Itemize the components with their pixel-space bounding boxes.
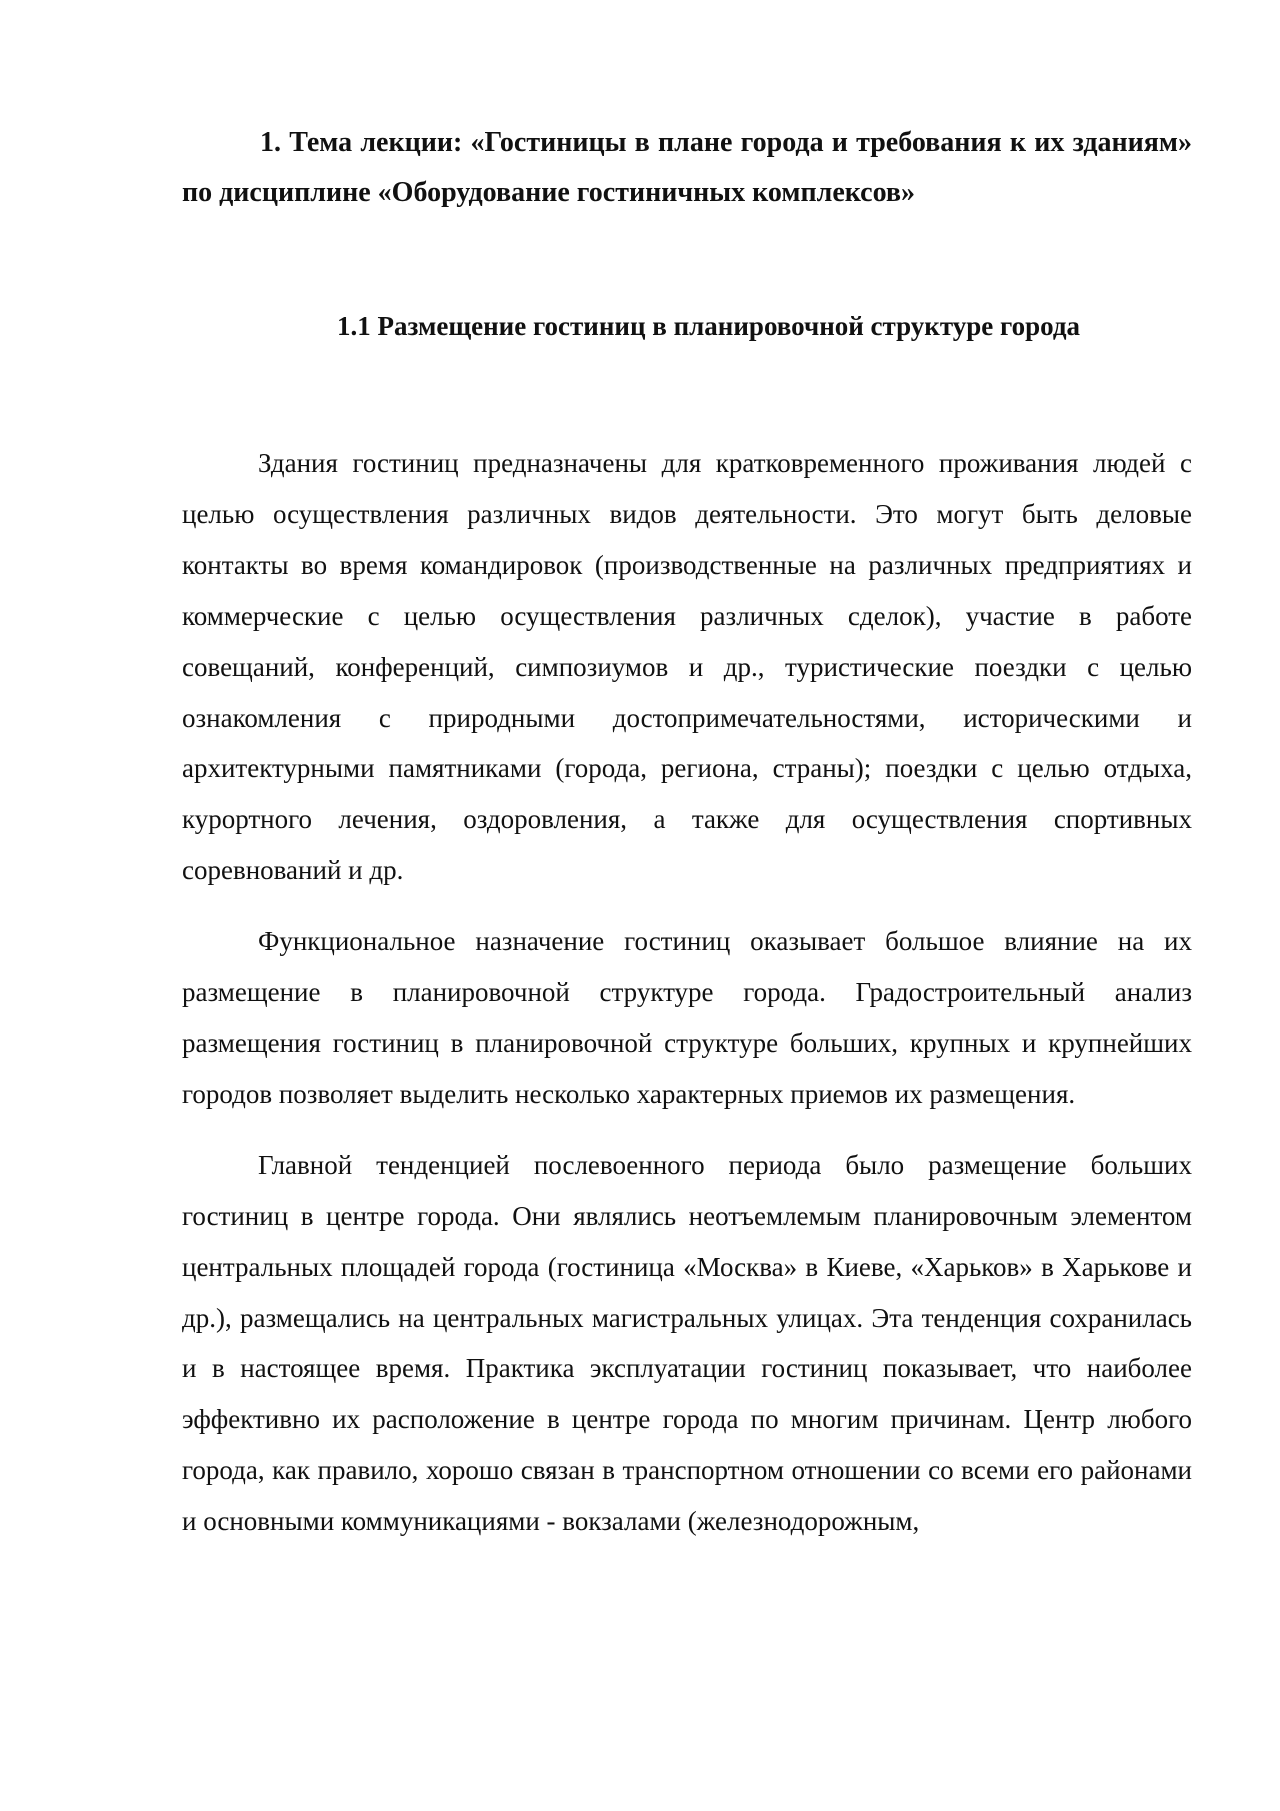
paragraph: Главной тенденцией послевоенного периода было размещение больших гостиниц в центре города. Они являлись неотъемлемым планировочным элементом центральных площадей города (гостиница «Москва» в Киеве, «Харьков» в Харькове и др.), размещались на центральных магистральных улицах. Эта тенденция сохранилась и в настоящее время. Практика эксплуатации гостиниц показывает, что наиболее эффективно их расположение в центре города по многим причинам. Центр любого города, как правило, хорошо связан в транспортном отношении со всеми его районами и основными коммуникациями - вокзалами (железнодорожным, [182, 1149, 1192, 1537]
body-text [182, 438, 1192, 1567]
paragraph: Функциональное назначение гостиниц оказывает большое влияние на их размещение в планировочной структуре города. Градостроительный анализ размещения гостиниц в планировочной структуре больших, крупных и крупнейших городов позволяет выделить несколько характерных приемов их размещения. [182, 926, 1192, 1109]
lecture-title: 1. Тема лекции: «Гостиницы в плане города и требования к их зданиям» по дисциплине «Оборудование гостиничных комплексов» [182, 127, 1192, 208]
section-title: 1.1 Размещение гостиниц в планировочной структуре города [337, 311, 1080, 341]
page-content [182, 118, 1192, 1537]
paragraph: Здания гостиниц предназначены для кратковременного проживания людей с целью осуществления различных видов деятельности. Это могут быть деловые контакты во время командировок (производственные на различных предприятиях и коммерческие с целью осуществления различных сделок), участие в работе совещаний, конференций, симпозиумов и др., туристические поездки с целью ознакомления с природными достопримечательностями, историческими и архитектурными памятниками (города, региона, страны); поездки с целью отдыха, курортного лечения, оздоровления, а также для осуществления спортивных соревнований и др. [182, 448, 1192, 886]
